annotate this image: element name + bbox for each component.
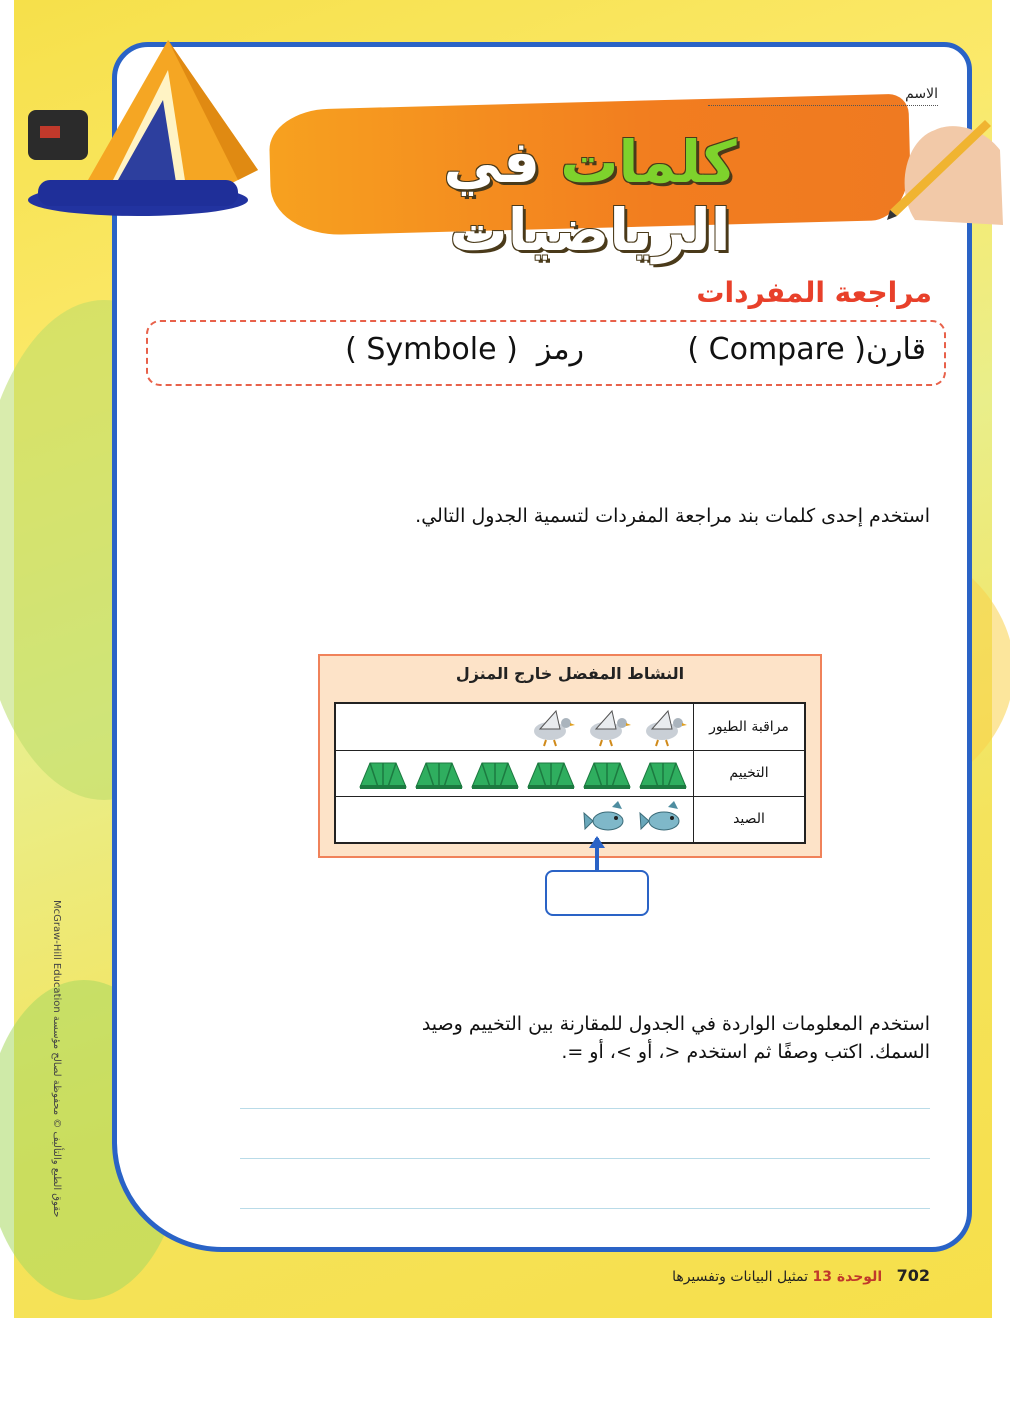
pictograph-table <box>334 702 806 844</box>
tent-illustration <box>18 30 268 220</box>
row-label: الصيد <box>693 796 804 842</box>
tent-icon <box>638 753 688 793</box>
instruction-label-table: استخدم إحدى كلمات بند مراجعة المفردات لتسمية الجدول التالي. <box>415 505 930 527</box>
answer-label-box[interactable] <box>545 870 649 916</box>
writing-line[interactable] <box>240 1208 930 1209</box>
fish-icon <box>582 799 632 839</box>
row-label: التخييم <box>693 750 804 796</box>
name-field-label: الاسم <box>708 86 938 106</box>
writing-line[interactable] <box>240 1108 930 1109</box>
vocab-word-symbol <box>345 332 584 367</box>
pictograph-row-birds <box>336 704 804 751</box>
instruction-line: السمك. اكتب وصفًا ثم استخدم <، أو >، أو =. <box>561 1041 930 1063</box>
unit-title: تمثيل البيانات وتفسيرها <box>672 1269 809 1285</box>
hand-pencil-illustration <box>885 100 1005 230</box>
row-symbols <box>582 799 688 839</box>
bird-icon <box>526 707 576 747</box>
pictograph-row-fishing <box>336 796 804 842</box>
vocab-word-ar: قارن <box>866 332 926 367</box>
pictograph <box>318 654 822 858</box>
vocab-word-compare <box>687 332 926 367</box>
tent-icon <box>358 753 408 793</box>
row-label: مراقبة الطيور <box>693 704 804 750</box>
unit-number: الوحدة 13 <box>812 1269 883 1285</box>
writing-line[interactable] <box>240 1158 930 1159</box>
bird-icon <box>582 707 632 747</box>
vocab-word-en: ( Compare ) <box>687 332 866 367</box>
tent-icon <box>414 753 464 793</box>
fish-icon <box>638 799 688 839</box>
pictograph-title: النشاط المفضل خارج المنزل <box>455 664 685 683</box>
pictograph-row-camping <box>336 750 804 797</box>
copyright-sidebar: McGraw-Hill Education حقوق الطبع والتأليف © محفوظة لصالح مؤسسة <box>51 900 62 1218</box>
page-title <box>300 128 880 264</box>
arrow-line <box>595 838 599 872</box>
tent-icon <box>526 753 576 793</box>
instruction-line: استخدم المعلومات الواردة في الجدول للمقارنة بين التخييم وصيد <box>421 1013 930 1035</box>
bird-icon <box>638 707 688 747</box>
title-word-green: كلمات <box>540 128 737 196</box>
page-footer <box>672 1266 930 1285</box>
vocab-word-ar: رمز <box>536 332 584 367</box>
instruction-compare <box>422 1010 930 1066</box>
vocab-word-en: ( Symbole ) <box>345 332 518 367</box>
title-word-white: في الرياضيات <box>443 128 731 264</box>
tent-icon <box>470 753 520 793</box>
row-symbols <box>358 753 688 793</box>
page-number: 702 <box>896 1266 930 1285</box>
row-symbols <box>526 707 688 747</box>
vocab-review-title: مراجعة المفردات <box>696 276 932 309</box>
tent-icon <box>582 753 632 793</box>
